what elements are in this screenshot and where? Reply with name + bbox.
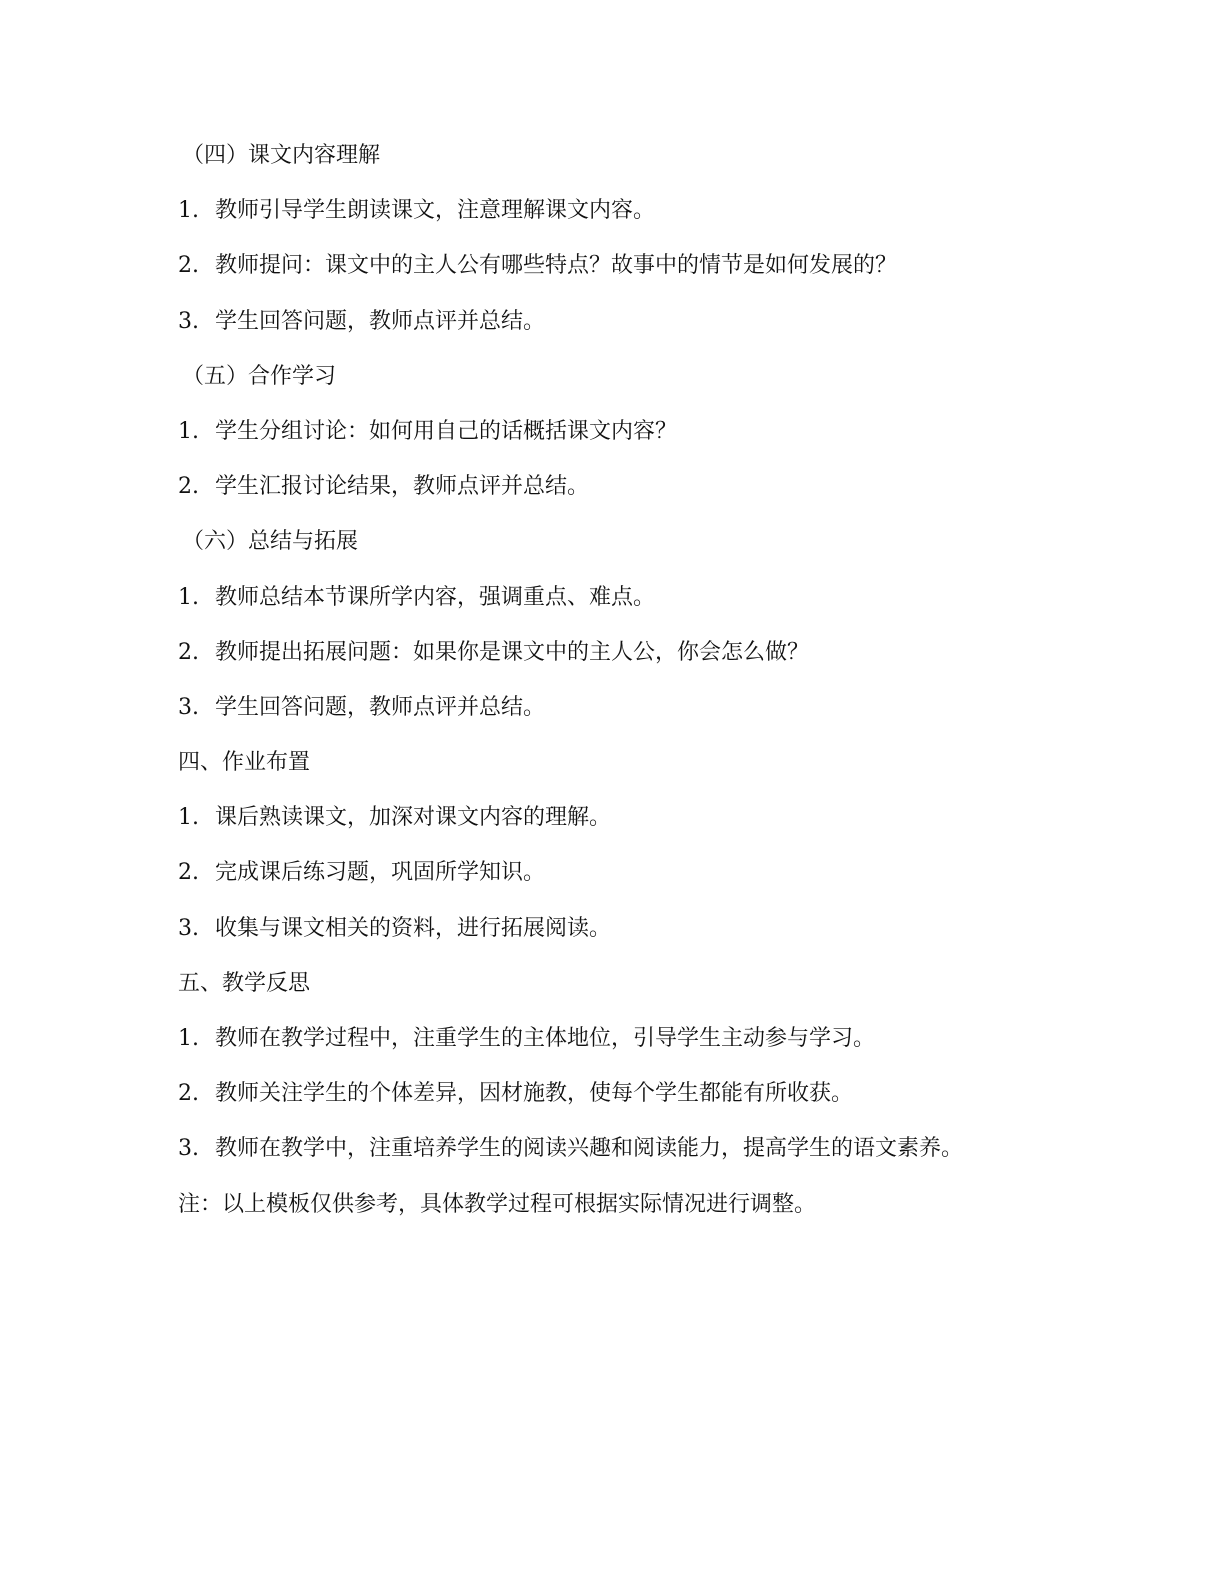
- item-text: 完成课后练习题，巩固所学知识。: [215, 860, 546, 886]
- subsection-heading: （四）课文内容理解: [182, 143, 381, 168]
- item-number: 1.: [178, 418, 199, 444]
- item-text: 教师关注学生的个体差异，因材施教，使每个学生都能有所收获。: [215, 1081, 854, 1107]
- item-text: 教师引导学生朗读课文，注意理解课文内容。: [215, 198, 656, 224]
- item-text: 教师在教学过程中，注重学生的主体地位，引导学生主动参与学习。: [215, 1026, 876, 1051]
- list-item: [178, 1076, 1058, 1131]
- item-number: 3.: [178, 694, 199, 720]
- list-item: [178, 855, 1058, 910]
- item-number: 2.: [178, 474, 199, 500]
- list-item: [178, 248, 1058, 303]
- list-item: [178, 635, 1058, 690]
- item-text: 教师在教学中，注重培养学生的阅读兴趣和阅读能力，提高学生的语文素养。: [215, 1136, 964, 1162]
- item-number: 2.: [178, 860, 199, 886]
- item-number: 1.: [178, 584, 199, 610]
- item-number: 3.: [178, 915, 199, 941]
- item-number: 3.: [178, 1136, 199, 1162]
- item-number: 2.: [178, 253, 199, 279]
- list-item: [178, 193, 1058, 248]
- item-text: 教师提问：课文中的主人公有哪些特点？故事中的情节是如何发展的？: [215, 253, 898, 279]
- item-number: 1.: [178, 805, 199, 831]
- item-text: 学生汇报讨论结果，教师点评并总结。: [215, 474, 590, 500]
- list-item: [178, 800, 1058, 855]
- item-text: 教师提出拓展问题：如果你是课文中的主人公，你会怎么做？: [215, 639, 810, 665]
- item-number: 2.: [178, 1081, 199, 1107]
- list-item: [178, 911, 1058, 966]
- item-text: 学生分组讨论：如何用自己的话概括课文内容？: [215, 418, 678, 444]
- list-item: [178, 690, 1058, 745]
- section-heading: 四、作业布置: [178, 750, 311, 776]
- item-text: 课后熟读课文，加深对课文内容的理解。: [215, 805, 612, 831]
- item-text: 学生回答问题，教师点评并总结。: [215, 694, 546, 720]
- list-item: [178, 414, 1058, 469]
- list-item: [178, 1021, 1058, 1076]
- subsection-heading: （六）总结与拓展: [182, 529, 359, 555]
- document-body: [178, 138, 1058, 1242]
- item-text: 收集与课文相关的资料，进行拓展阅读。: [215, 915, 612, 941]
- item-text: 教师总结本节课所学内容，强调重点、难点。: [215, 584, 656, 610]
- item-number: 2.: [178, 639, 199, 665]
- list-item: [178, 580, 1058, 635]
- item-number: 1.: [178, 1026, 199, 1051]
- section-heading: 五、教学反思: [178, 970, 311, 996]
- note-text: 注：以上模板仅供参考，具体教学过程可根据实际情况进行调整。: [178, 1191, 817, 1217]
- subsection-heading: （五）合作学习: [182, 363, 337, 389]
- list-item: [178, 469, 1058, 524]
- item-text: 学生回答问题，教师点评并总结。: [215, 308, 546, 334]
- list-item: [178, 304, 1058, 359]
- item-number: 1.: [178, 198, 199, 224]
- item-number: 3.: [178, 308, 199, 334]
- list-item: [178, 1131, 1058, 1186]
